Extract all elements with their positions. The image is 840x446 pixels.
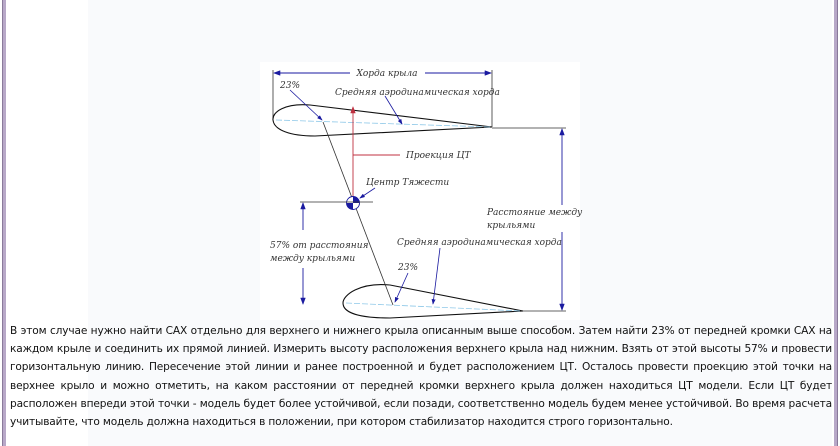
explanation-paragraph: В этом случае нужно найти САХ отдельно для верхнего и нижнего крыла описанным выше способом. Затем найти 23% от передней кромки САХ на каждом крыле и соединить их прямой линией. Измерить высоту расположения верхнего крыла над нижним. Взять от этой высоты 57% и провести горизонтальную линию. Пересечение этой линии и ранее построенной и будет расположением ЦТ. Осталось провести проекцию этой точки на верхнее крыло и можно отметить, на каком расстоянии от передней кромки верхнего крыла должен находиться ЦТ модели. Если ЦТ будет расположен впереди этой точки - модель будет более устойчивой, если позади, соответственно модель будем менее устойчивой. Во время расчета учитывайте, что модель должна находиться в положении, при котором стабилизатор находится строго горизонтально. [10, 325, 832, 429]
pct57-label-line1: 57% от расстояния [270, 241, 369, 251]
top-23-label: 23% [280, 81, 301, 91]
top-wing [273, 105, 492, 136]
bottom-23-label: 23% [398, 263, 419, 273]
distance-label-line1: Расстояние между [487, 208, 583, 218]
top-mac-label: Средняя аэродинамическая хорда [335, 88, 500, 98]
pct57-label-line2: между крыльями [270, 254, 356, 264]
distance-label-line2: крыльями [487, 221, 536, 231]
chord-label: Хорда крыла [356, 69, 418, 79]
cg-symbol [347, 197, 360, 210]
connecting-line [323, 122, 393, 305]
bottom-mac-label: Средняя аэродинамическая хорда [397, 238, 562, 248]
projection-label: Проекция ЦТ [406, 151, 471, 161]
cg-label: Центр Тяжести [366, 178, 450, 188]
